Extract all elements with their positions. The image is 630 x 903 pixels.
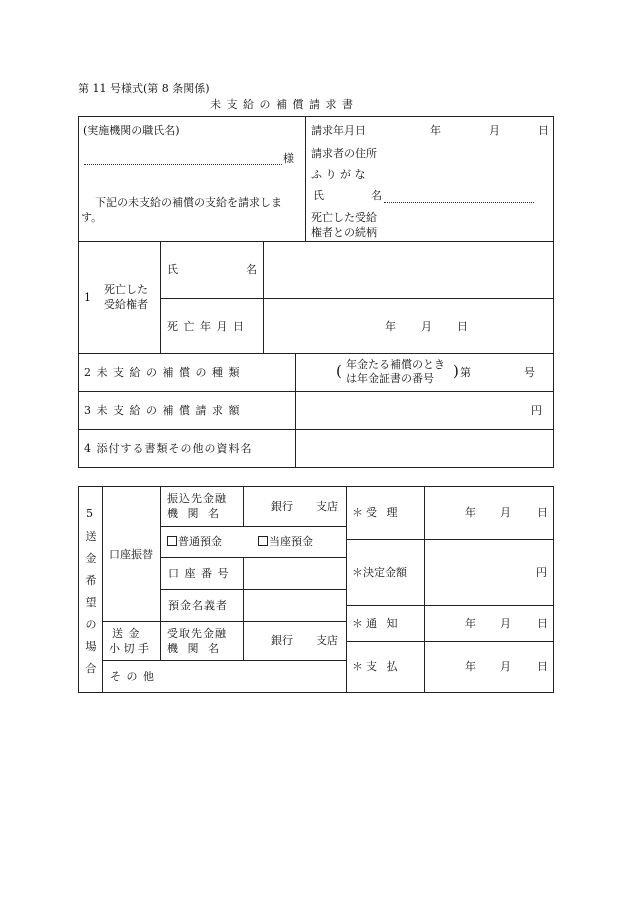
bank-label-line1: 振込先金融: [167, 492, 227, 505]
current-deposit-label: 当座預金: [269, 535, 313, 548]
current-deposit-checkbox[interactable]: [258, 536, 268, 546]
deceased-name-label-1: 氏: [167, 263, 178, 276]
receiving-bank-label-line1: 受取先金融: [167, 627, 227, 640]
claimant-name-label-1: 氏: [313, 189, 324, 202]
payment-label: ＊支 払: [352, 660, 401, 673]
section2-note-line1: 年金たる補償のとき: [346, 358, 445, 371]
form-number: 第 11 号様式(第 8 条関係): [78, 82, 210, 95]
request-date-label: 請求年月日: [311, 124, 366, 137]
current-deposit-option[interactable]: [258, 535, 313, 549]
section2-note-line2: は年金証書の番号: [346, 372, 434, 385]
bank-label-line2: 機 関 名: [167, 507, 222, 520]
receiving-bank-label-line2: 機 関 名: [167, 642, 222, 655]
address-label: 請求者の住所: [311, 147, 377, 160]
request-year-label: 年: [430, 124, 441, 137]
section3-label: 3 未 支 給 の 補 償 請 求 額: [84, 404, 241, 417]
other-label: そ の 他: [110, 670, 155, 683]
claimant-name-line[interactable]: [384, 202, 534, 203]
ordinary-deposit-checkbox[interactable]: [167, 536, 177, 546]
section2-paren-close: ): [453, 362, 459, 380]
section1-label-line2: 受給権者: [104, 298, 148, 311]
receiving-bank-suffix: 銀行: [271, 634, 293, 647]
receipt-day: 日: [537, 506, 548, 519]
remittance-label-line1: 送 金: [112, 627, 141, 640]
section2-label: 2 未 支 給 の 補 償 の 種 類: [84, 366, 241, 379]
payment-year: 年: [465, 660, 476, 673]
section1-number: 1: [84, 291, 91, 304]
remittance-label-line2: 小 切 手: [109, 642, 149, 655]
payment-month: 月: [500, 660, 511, 673]
ordinary-deposit-option[interactable]: [167, 535, 222, 549]
section5-number: 5: [86, 507, 93, 520]
ordinary-deposit-label: 普通預金: [178, 535, 222, 548]
notice-month: 月: [500, 617, 511, 630]
section2-dai: 第: [460, 366, 471, 379]
section2-paren-open: (: [336, 362, 342, 380]
account-transfer-label: 口座振替: [109, 548, 153, 561]
section4-label: 4 添付する書類その他の資料名: [84, 442, 253, 455]
bank-suffix: 銀行: [271, 500, 293, 513]
notice-label: ＊通 知: [352, 617, 401, 630]
notice-year: 年: [465, 617, 476, 630]
section5-vertical-label: 送金希望の場合: [85, 530, 97, 675]
sama-label: 様: [283, 152, 294, 165]
notice-day: 日: [537, 617, 548, 630]
section1-label-line1: 死亡した: [104, 283, 148, 296]
form-title: 未 支 給 の 補 償 請 求 書: [210, 98, 354, 111]
account-number-label: 口 座 番 号: [168, 567, 230, 580]
claimant-name-label-2: 名: [371, 189, 382, 202]
receipt-label: ＊受 理: [352, 506, 401, 519]
death-year-label: 年: [385, 320, 396, 333]
decision-amount-label: ＊決定金額: [352, 566, 407, 579]
receipt-year: 年: [465, 506, 476, 519]
account-holder-label: 預金名義者: [168, 599, 228, 612]
deceased-name-label-2: 名: [246, 263, 257, 276]
request-month-label: 月: [489, 124, 500, 137]
relation-label-line1: 死亡した受給: [311, 211, 377, 224]
death-month-label: 月: [421, 320, 432, 333]
request-day-label: 日: [538, 124, 549, 137]
branch-suffix: 支店: [316, 500, 338, 513]
agency-label: (実施機関の職氏名): [83, 124, 180, 137]
receiving-branch-suffix: 支店: [316, 634, 338, 647]
request-text-line1: 下記の未支給の補償の支給を請求しま: [95, 196, 282, 209]
death-date-label: 死 亡 年 月 日: [167, 320, 245, 333]
death-day-label: 日: [457, 320, 468, 333]
agency-name-line[interactable]: [84, 164, 282, 165]
section2-go: 号: [524, 366, 535, 379]
decision-amount-yen: 円: [536, 566, 547, 579]
relation-label-line2: 権者との続柄: [311, 226, 377, 239]
request-text-line2: す。: [81, 211, 103, 224]
receipt-month: 月: [500, 506, 511, 519]
payment-day: 日: [537, 660, 548, 673]
section3-yen: 円: [531, 404, 542, 417]
furigana-label: ふ り が な: [311, 168, 366, 181]
